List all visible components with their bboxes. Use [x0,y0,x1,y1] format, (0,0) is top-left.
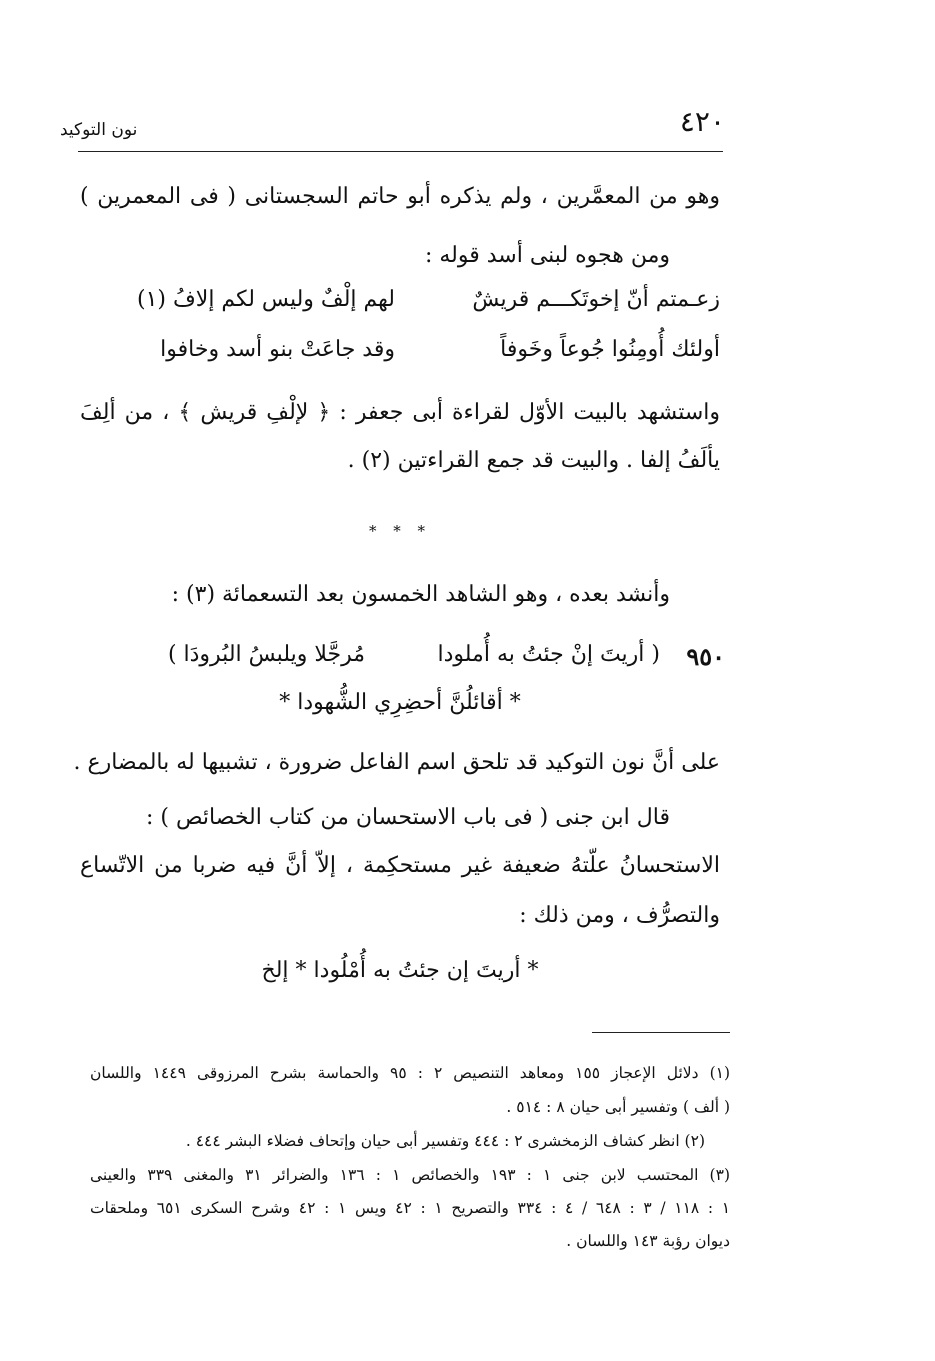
shahid-number: ٩٥٠ [686,642,725,671]
page-number: ٤٢٠ [679,105,725,138]
body-line-2: ومن هجوه لبنى أسد قوله : [424,243,670,268]
body-line-8: الاستحسانُ علّتهُ ضعيفة غير مستحكِمة ، إلاّ أنَّ فيه ضربا من الاتّساع [80,853,720,878]
body-line-9: والتصرُّف ، ومن ذلك : [519,903,720,928]
footnote-rule [592,1032,730,1033]
body-line-5: وأنشد بعده ، وهو الشاهد الخمسون بعد التسعمائة (٣) : [171,582,670,607]
body-line-7: قال ابن جنى ( فى باب الاستحسان من كتاب الخصائص ) : [145,805,670,830]
footnote-3-line-2: ١ : ١١٨ / ٣ : ٦٤٨ / ٤ : ٣٣٤ والتصريح ١ : ٤٢ ويس ١ : ٤٢ وشرح السكرى ٦٥١ وملحقات [90,1199,731,1217]
verse-2-left-hemistich: وقد جاعَتْ بنو أسد وخافوا [160,337,395,362]
footnote-3-line-1: (٣) المحتسب لابن جنى ١ : ١٩٣ والخصائص ١ : ١٣٦ والضرائر ٣١ والمغنى ٣٣٩ والعينى [90,1166,730,1184]
footnote-1-line-1: (١) دلائل الإعجاز ١٥٥ ومعاهد التنصيص ٢ : ٩٥ والحماسة بشرح المرزوقى ١٤٤٩ واللسان [90,1064,731,1082]
body-line-3: واستشهد بالبيت الأوّل لقراءة أبى جعفر : ﴿ لإلْفِ قريش ﴾ ، من ألِفَ [80,400,720,425]
shahid-left-hemistich: مُرجَّلا ويلبسُ البُرودَا ) [167,642,365,667]
body-line-1: وهو من المعمَّرين ، ولم يذكره أبو حاتم السجستانى ( فى المعمرين ) [80,184,720,209]
body-line-10: * أريتَ إن جئتُ به أُمْلُودا * إلخ [261,958,539,983]
footnote-2: (٢) انظر كشاف الزمخشرى ٢ : ٤٤٤ وتفسير أبى حيان وإتحاف فضلاء البشر ٤٤٤ . [185,1132,705,1150]
verse-2-right-hemistich: أولئك أُومِنُوا جُوعاً وخَوفاً [500,337,720,362]
shahid-right-hemistich: ( أريتَ إنْ جئتُ به أُملودا [437,642,660,667]
verse-1-right-hemistich: زعـمتم أنّ إخوتَكـــم قريشٌ [472,287,720,312]
footnote-1-line-2: ( ألف ) وتفسير أبى حيان ٨ : ٥١٤ . [506,1098,730,1116]
verse-1-left-hemistich: لهم إلْفٌ وليس لكم إلافُ (١) [136,287,395,312]
body-line-4: يألَفُ إلفا . والبيت قد جمع القراءتين (٢) . [347,448,720,473]
header-rule [78,151,723,152]
section-separator: * * * [368,522,432,540]
footnote-3-line-3: ديوان رؤبة ١٤٣ واللسان . [566,1232,730,1250]
shahid-line-2: * أقائلُنَّ أحضِرِي الشُّهودا * [279,690,521,715]
running-title: نون التوكيد [60,120,138,140]
body-line-6: على أنَّ نون التوكيد قد تلحق اسم الفاعل ضرورة ، تشبيها له بالمضارع . [73,750,720,775]
